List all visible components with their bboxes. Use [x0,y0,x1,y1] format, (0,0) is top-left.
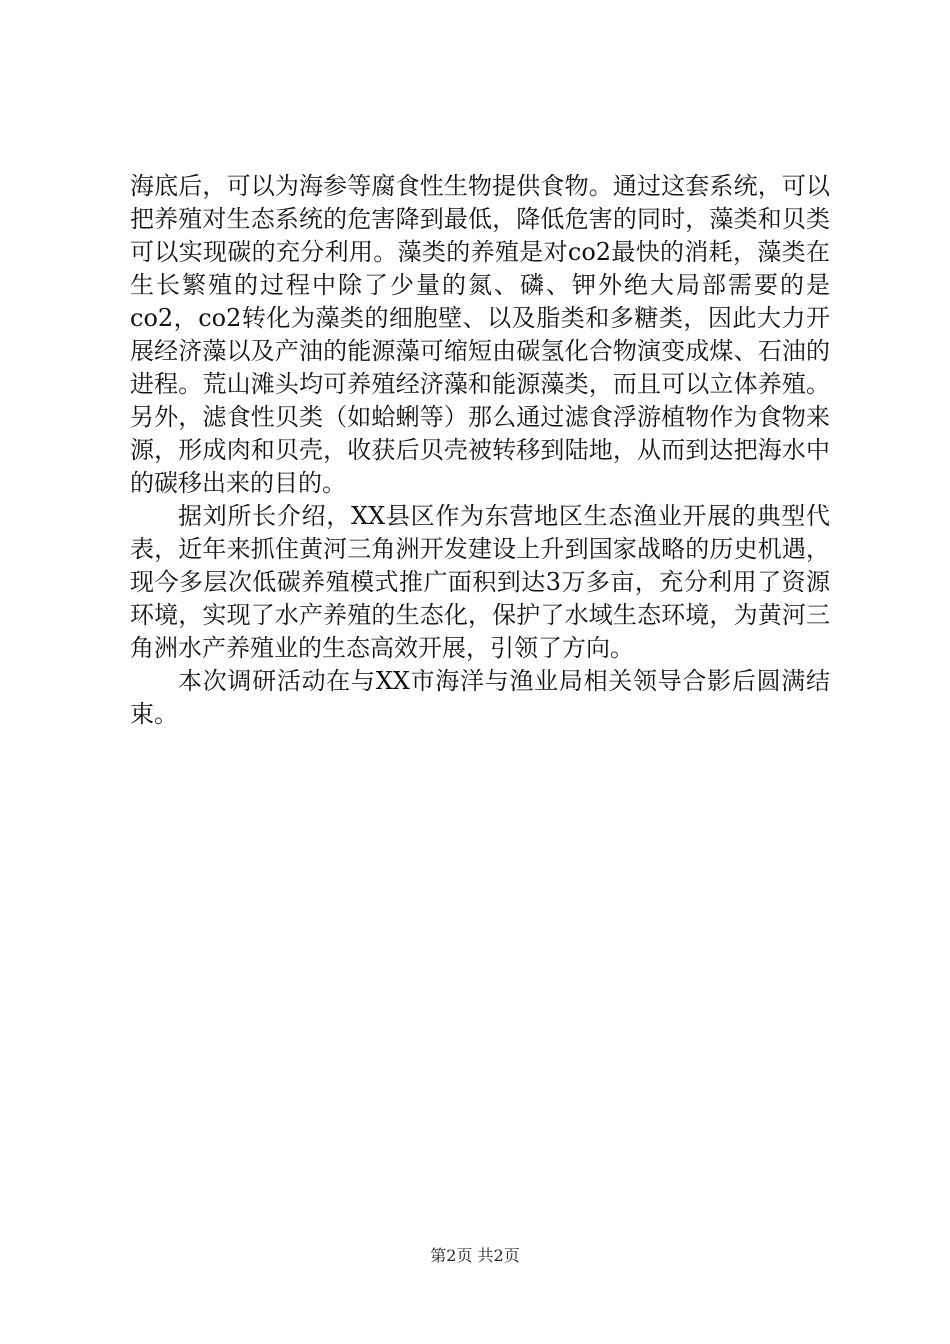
document-body [130,170,830,731]
paragraph-continuation: 海底后，可以为海参等腐食性生物提供食物。通过这套系统，可以把养殖对生态系统的危害降到最低，降低危害的同时，藻类和贝类可以实现碳的充分利用。藻类的养殖是对co2最快的消耗，藻类在生长繁殖的过程中除了少量的氮、磷、钾外绝大局部需要的是co2，co2转化为藻类的细胞壁、以及脂类和多糖类，因此大力开展经济藻以及产油的能源藻可缩短由碳氢化合物演变成煤、石油的进程。荒山滩头均可养殖经济藻和能源藻类，而且可以立体养殖。另外，滤食性贝类（如蛤蜊等）那么通过滤食浮游植物作为食物来源，形成肉和贝壳，收获后贝壳被转移到陆地，从而到达把海水中的碳移出来的目的。 [130,172,830,497]
paragraph-conclusion: 本次调研活动在与XX市海洋与渔业局相关领导合影后圆满结束。 [130,667,830,728]
paragraph-director-intro: 据刘所长介绍，XX县区作为东营地区生态渔业开展的典型代表，近年来抓住黄河三角洲开发建设上升到国家战略的历史机遇，现今多层次低碳养殖模式推广面积到达3万多亩，充分利用了资源环境，实现了水产养殖的生态化，保护了水域生态环境，为黄河三角洲水产养殖业的生态高效开展，引领了方向。 [130,502,830,662]
page-footer: 第2页 共2页 [430,1246,520,1265]
